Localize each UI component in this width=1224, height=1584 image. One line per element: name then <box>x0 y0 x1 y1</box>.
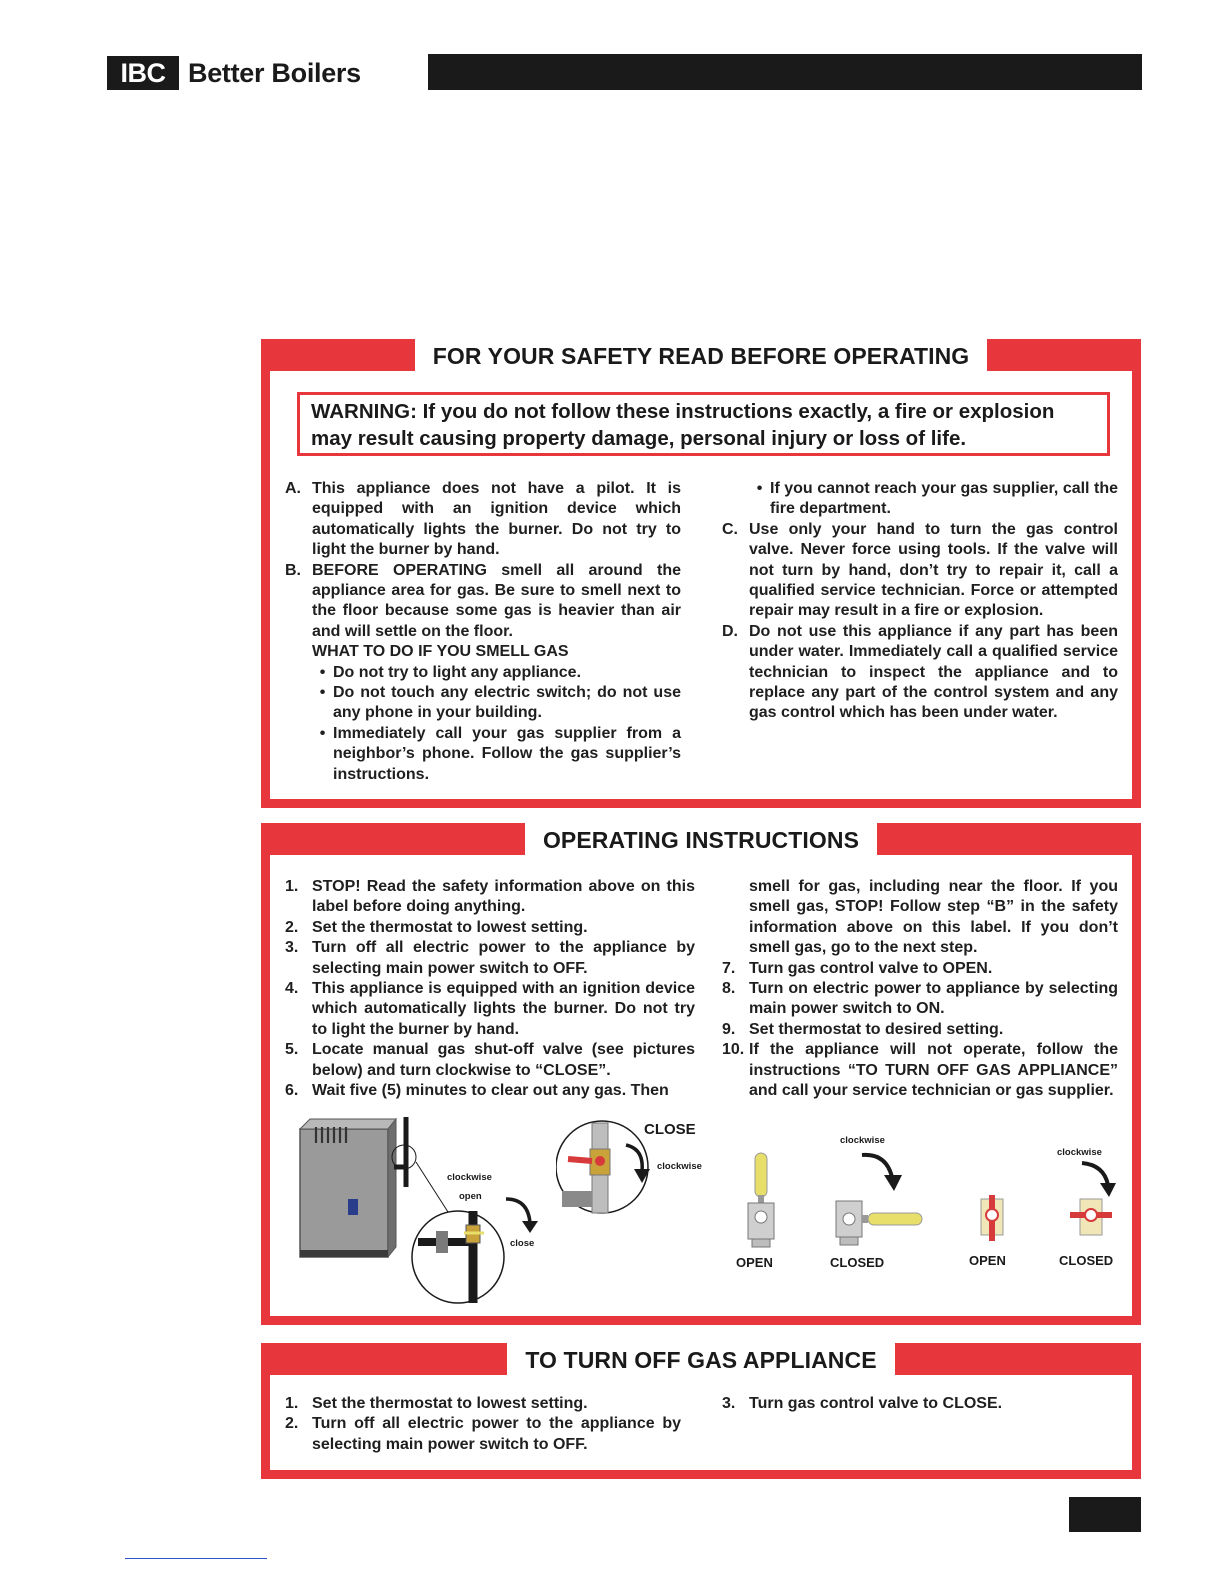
clockwise-label: clockwise <box>657 1161 702 1172</box>
step-number: 1. <box>285 878 299 895</box>
item-label: D. <box>722 622 738 640</box>
closed-label: CLOSED <box>1059 1253 1114 1268</box>
step-text: Turn gas control valve to OPEN. <box>749 959 993 977</box>
step-text: smell for gas, including near the floor. If you smell gas, STOP! Follow step “B” in the safety information above on this label. If you don’t smell gas, go to the next step. <box>749 878 1118 957</box>
operating-step <box>285 1040 695 1081</box>
turn-off-step <box>285 1394 681 1414</box>
turn-off-column-right <box>722 1394 1118 1414</box>
close-label-large: CLOSE <box>644 1121 696 1138</box>
safety-panel <box>261 339 1141 808</box>
item-text: Do not use this appliance if any part has been under water. Immediately call a qualified service technician to inspect the appliance and to replace any part of the control system and any gas control which has been under water. <box>749 622 1118 722</box>
clockwise-arrow-icon <box>502 1195 542 1235</box>
step-text: Turn off all electric power to the appliance by selecting main power switch to OFF. <box>312 939 695 977</box>
operating-step <box>285 979 695 1040</box>
step-number: 7. <box>722 959 736 977</box>
step-number: 2. <box>285 918 299 936</box>
safety-title-bar <box>270 339 1132 371</box>
operating-step <box>285 918 695 938</box>
step-text: Turn gas control valve to CLOSE. <box>749 1395 1003 1412</box>
step-text: Locate manual gas shut-off valve (see pictures below) and turn clockwise to “CLOSE”. <box>312 1041 695 1079</box>
step-text: Turn off all electric power to the appliance by selecting main power switch to OFF. <box>312 1415 681 1453</box>
step-text: If the appliance will not operate, follow the instructions “TO TURN OFF GAS APPLIANCE” and call your service technician or gas supplier. <box>749 1041 1118 1100</box>
operating-step <box>722 877 1118 959</box>
safety-item-b <box>285 561 681 643</box>
item-label: C. <box>722 520 738 538</box>
footer-link-underline <box>125 1558 267 1559</box>
header-bar <box>428 54 1142 90</box>
brand-name: Better Boilers <box>188 57 361 88</box>
step-number: 4. <box>285 980 299 998</box>
safety-item-d <box>722 622 1118 724</box>
step-number <box>722 877 749 959</box>
operating-column-left <box>285 877 695 1101</box>
turn-off-title-bar <box>270 1343 1132 1375</box>
step-text: This appliance is equipped with an ignition device which automatically lights the burner. Do not try to light the burner by hand. <box>312 980 695 1038</box>
bullet-text: Do not touch any electric switch; do not use any phone in your building. <box>333 684 681 722</box>
step-number: 5. <box>285 1041 299 1059</box>
operating-step <box>285 877 695 918</box>
boiler-valve-illustration <box>298 1117 518 1307</box>
handle-valve-open <box>975 1193 1009 1243</box>
step-number: 2. <box>285 1415 299 1433</box>
turn-off-column-left <box>285 1394 681 1455</box>
close-label-small: close <box>510 1238 535 1249</box>
turn-off-step <box>285 1414 681 1455</box>
step-number: 3. <box>722 1395 736 1412</box>
clockwise-label: clockwise <box>447 1172 492 1183</box>
step-text: Turn on electric power to appliance by selecting main power switch to ON. <box>749 980 1118 1018</box>
item-text: Use only your hand to turn the gas control valve. Never force using tools. If the valve will not turn by hand, don’t try to repair it, call a qualified service technician. Force or attempted repair may result in a fire or explosion. <box>749 520 1118 620</box>
clockwise-label: clockwise <box>840 1135 885 1146</box>
step-number: 6. <box>285 1082 299 1100</box>
open-label: OPEN <box>969 1253 1006 1268</box>
bullet-item: • If you cannot reach your gas supplier, call the fire department. <box>749 479 1118 520</box>
operating-step <box>722 979 1118 1020</box>
step-number: 9. <box>722 1020 736 1038</box>
lever-valve-open <box>742 1149 782 1249</box>
page-number-box <box>1069 1497 1141 1532</box>
handle-valve-closed <box>1068 1193 1114 1243</box>
step-text: Set the thermostat to lowest setting. <box>312 1395 588 1412</box>
safety-title: FOR YOUR SAFETY READ BEFORE OPERATING <box>415 339 988 371</box>
clockwise-label: clockwise <box>1057 1147 1102 1158</box>
operating-step <box>722 1020 1118 1040</box>
step-number: 1. <box>285 1395 299 1412</box>
step-number: 3. <box>285 939 299 957</box>
safety-column-right <box>722 479 1118 724</box>
step-text: Wait five (5) minutes to clear out any gas. Then <box>312 1082 669 1100</box>
item-label: B. <box>285 561 301 579</box>
item-label: A. <box>285 480 301 497</box>
bullet-text: Immediately call your gas supplier from a neighbor’s phone. Follow the gas supplier’s instructions. <box>333 724 681 783</box>
brand-logo <box>107 56 361 90</box>
warning-line-2: may result causing property damage, personal injury or loss of life. <box>311 427 967 450</box>
operating-column-right <box>722 877 1118 1101</box>
warning-box <box>297 392 1110 456</box>
step-text: Set thermostat to desired setting. <box>749 1020 1004 1038</box>
clockwise-arrow-icon <box>860 1147 904 1193</box>
operating-step <box>722 1040 1118 1101</box>
step-text: Set the thermostat to lowest setting. <box>312 918 588 936</box>
clockwise-arrow-icon <box>622 1141 656 1185</box>
logo-mark: IBC <box>107 56 179 90</box>
warning-line-1: WARNING: If you do not follow these instructions exactly, a fire or explosion <box>311 400 1055 423</box>
bullet-item: • Do not touch any electric switch; do not use any phone in your building. <box>312 683 681 724</box>
turn-off-panel <box>261 1343 1141 1479</box>
closed-label: CLOSED <box>830 1255 885 1270</box>
item-text: BEFORE OPERATING smell all around the appliance area for gas. Be sure to smell next to the floor because some gas is heavier than air and will settle on the floor. <box>312 561 681 640</box>
bullet-item: • Immediately call your gas supplier from a neighbor’s phone. Follow the gas supplier’s instructions. <box>312 724 681 785</box>
step-number: 8. <box>722 980 736 998</box>
operating-title-bar <box>270 823 1132 855</box>
bullet-item: • Do not try to light any appliance. <box>312 663 681 683</box>
step-text: STOP! Read the safety information above on this label before doing anything. <box>312 878 695 916</box>
operating-title: OPERATING INSTRUCTIONS <box>525 823 877 855</box>
turn-off-step <box>722 1394 1118 1414</box>
smell-gas-heading: WHAT TO DO IF YOU SMELL GAS <box>312 643 569 661</box>
safety-column-left <box>285 479 681 785</box>
lever-valve-closed <box>832 1197 926 1247</box>
operating-step <box>285 938 695 979</box>
safety-item-c <box>722 520 1118 622</box>
turn-off-title: TO TURN OFF GAS APPLIANCE <box>507 1343 894 1375</box>
open-label-small: open <box>459 1191 482 1202</box>
open-label: OPEN <box>736 1255 773 1270</box>
bullet-text: If you cannot reach your gas supplier, call the fire department. <box>770 480 1118 518</box>
operating-step <box>285 1081 695 1101</box>
operating-panel <box>261 823 1141 1325</box>
bullet-text: Do not try to light any appliance. <box>333 663 582 681</box>
safety-item-a <box>285 479 681 561</box>
operating-step <box>722 959 1118 979</box>
item-text: This appliance does not have a pilot. It is equipped with an ignition device which automatically lights the burner. Do not try to light the burner by hand. <box>312 480 681 559</box>
step-number: 10. <box>722 1041 745 1059</box>
